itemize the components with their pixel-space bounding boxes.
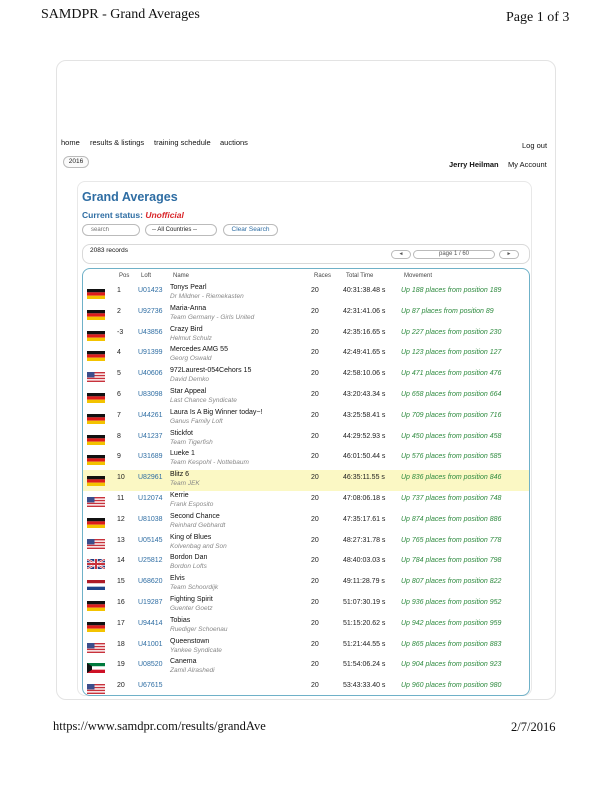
row-position: 20 <box>117 682 125 690</box>
row-position: 14 <box>117 557 125 565</box>
usa-flag-icon <box>87 497 105 507</box>
row-loft-link[interactable]: U01423 <box>138 287 163 294</box>
row-movement: Up 658 places from position 664 <box>401 391 502 398</box>
row-movement: Up 874 places from position 886 <box>401 515 502 523</box>
row-movement: Up 709 places from position 716 <box>401 411 502 419</box>
row-total-time: 49:11:28.79 s <box>343 578 385 586</box>
pager-next-button[interactable]: ► <box>499 250 519 259</box>
row-owner: Frank Esposito <box>170 501 214 508</box>
row-movement: Up 123 places from position 127 <box>401 349 502 357</box>
row-movement: Up 936 places from position 952 <box>401 599 502 606</box>
row-total-time: 43:20:43.34 s <box>343 391 386 398</box>
row-races: 20 <box>311 370 319 378</box>
row-total-time: 48:40:03.03 s <box>343 557 386 565</box>
row-total-time: 44:29:52.93 s <box>343 432 386 440</box>
table-row[interactable] <box>83 283 529 304</box>
row-bird-name[interactable]: Fighting Spirit <box>170 596 213 603</box>
row-owner: Guenter Goetz <box>170 605 213 612</box>
row-movement: Up 942 places from position 959 <box>401 619 502 627</box>
row-loft-link[interactable]: U44261 <box>138 411 163 419</box>
row-bird-name[interactable]: Tonys Pearl <box>170 284 207 291</box>
table-row[interactable] <box>83 533 529 554</box>
row-total-time: 46:35:11.55 s <box>343 474 385 482</box>
row-races: 20 <box>311 682 319 690</box>
row-owner: Ganus Family Loft <box>170 417 223 425</box>
nav-results-listings[interactable]: results & listings <box>90 138 145 147</box>
row-owner: Helmut Schulz <box>170 334 212 342</box>
page-title: Grand Averages <box>82 190 178 204</box>
table-row[interactable] <box>83 678 529 699</box>
row-races: 20 <box>311 432 319 440</box>
usa-flag-icon <box>87 372 105 382</box>
row-owner: Team JEK <box>170 480 200 488</box>
row-owner: David Demko <box>170 376 210 384</box>
table-row[interactable] <box>83 366 529 387</box>
germany-flag-icon <box>87 518 105 528</box>
row-position: 18 <box>117 640 125 648</box>
row-total-time: 46:01:50.44 s <box>343 453 386 461</box>
print-page-number: Page 1 of 3 <box>506 10 570 25</box>
country-select[interactable]: -- All Countries -- <box>145 224 217 236</box>
table-row[interactable] <box>83 637 529 658</box>
row-bird-name[interactable]: Blitz 6 <box>170 471 190 479</box>
row-movement: Up 576 places from position 585 <box>401 453 502 461</box>
row-owner: Last Chance Syndicate <box>170 397 237 404</box>
row-races: 20 <box>311 307 319 315</box>
table-row[interactable] <box>83 387 529 408</box>
row-owner: Dr Mildner - Riemekasten <box>170 293 244 300</box>
row-total-time: 42:58:10.06 s <box>343 370 386 378</box>
row-movement: Up 784 places from position 798 <box>401 557 502 565</box>
row-total-time: 42:49:41.65 s <box>343 349 386 357</box>
row-total-time: 51:21:44.55 s <box>343 640 386 648</box>
row-bird-name[interactable]: Elvis <box>170 575 185 583</box>
germany-flag-icon <box>87 622 105 632</box>
table-row[interactable] <box>83 429 529 450</box>
row-races: 20 <box>311 599 319 606</box>
row-position: 8 <box>117 432 121 440</box>
germany-flag-icon <box>87 331 105 341</box>
status-value: Unofficial <box>145 210 184 220</box>
print-date: 2/7/2016 <box>511 720 556 734</box>
row-bird-name[interactable]: Star Appeal <box>170 388 207 395</box>
row-position: 11 <box>117 495 125 502</box>
print-url: https://www.samdpr.com/results/grandAve <box>53 719 266 733</box>
row-total-time: 47:08:06.18 s <box>343 495 386 502</box>
row-total-time: 43:25:58.41 s <box>343 411 386 419</box>
row-position: 7 <box>117 411 121 419</box>
row-loft-link[interactable]: U91399 <box>138 349 163 357</box>
germany-flag-icon <box>87 351 105 361</box>
row-position: 4 <box>117 349 121 357</box>
row-owner: Ruediger Schoenau <box>170 625 228 633</box>
germany-flag-icon <box>87 393 105 403</box>
row-movement: Up 960 places from position 980 <box>401 682 502 690</box>
row-loft-link[interactable]: U68620 <box>138 578 163 586</box>
table-row[interactable] <box>83 616 529 637</box>
row-total-time: 51:07:30.19 s <box>343 599 386 606</box>
clear-search-button[interactable]: Clear Search <box>223 224 278 236</box>
print-title: SAMDPR - Grand Averages <box>41 7 200 22</box>
row-races: 20 <box>311 474 319 482</box>
row-movement: Up 87 places from position 89 <box>401 307 494 315</box>
logout-link[interactable]: Log out <box>522 141 548 150</box>
row-loft-link[interactable]: U82961 <box>138 474 163 482</box>
user-name: Jerry Heilman <box>449 160 499 169</box>
row-loft-link[interactable]: U43856 <box>138 328 163 336</box>
row-owner: Team Tigerfish <box>170 438 213 446</box>
row-position: 12 <box>117 515 125 523</box>
row-races: 20 <box>311 640 319 648</box>
row-owner: Zamil Alrashedi <box>170 667 215 675</box>
row-owner: Reinhard Gebhardt <box>170 521 226 529</box>
row-owner: Team Germany - Girls United <box>170 313 255 321</box>
pager-page-info: page 1 / 60 <box>413 250 495 259</box>
row-bird-name[interactable]: Kerrie <box>170 492 189 499</box>
kuwait-flag-icon <box>87 663 105 673</box>
row-position: 2 <box>117 307 121 315</box>
row-loft-link[interactable]: U41001 <box>138 640 163 648</box>
germany-flag-icon <box>87 601 105 611</box>
row-loft-link[interactable]: U25812 <box>138 557 163 565</box>
row-movement: Up 737 places from position 748 <box>401 495 502 502</box>
table-row[interactable] <box>83 491 529 512</box>
row-position: -3 <box>117 328 124 336</box>
row-races: 20 <box>311 328 319 336</box>
row-total-time: 42:31:41.06 s <box>343 307 386 315</box>
row-races: 20 <box>311 453 319 461</box>
row-loft-link[interactable]: U41237 <box>138 432 163 440</box>
row-bird-name[interactable]: 972Laurest-054Cehors 15 <box>170 367 252 375</box>
row-loft-link[interactable]: U05145 <box>138 536 163 544</box>
table-row[interactable] <box>83 512 529 533</box>
usa-flag-icon <box>87 643 105 653</box>
germany-flag-icon <box>87 414 105 424</box>
row-movement: Up 227 places from position 230 <box>401 328 502 336</box>
row-bird-name[interactable]: Laura Is A Big Winner today~! <box>170 408 263 416</box>
row-total-time: 47:35:17.61 s <box>343 515 386 523</box>
row-loft-link[interactable]: U08520 <box>138 661 163 669</box>
row-owner: Yankee Syndicate <box>170 646 222 654</box>
row-movement: Up 865 places from position 883 <box>401 640 502 648</box>
pager-prev-button[interactable]: ◄ <box>391 250 411 259</box>
row-bird-name[interactable]: Bordon Dan <box>170 554 208 562</box>
row-loft-link[interactable]: U40606 <box>138 370 163 378</box>
row-races: 20 <box>311 536 319 544</box>
column-header-loft[interactable]: Loft <box>141 273 152 279</box>
row-races: 20 <box>311 578 319 586</box>
row-bird-name[interactable]: Stickfot <box>170 429 193 437</box>
row-races: 20 <box>311 349 319 357</box>
row-bird-name[interactable]: Canema <box>170 658 197 666</box>
row-races: 20 <box>311 619 319 627</box>
row-races: 20 <box>311 661 319 669</box>
row-races: 20 <box>311 515 319 523</box>
row-position: 1 <box>117 287 121 294</box>
row-position: 9 <box>117 453 121 461</box>
row-owner: Georg Oswald <box>170 355 212 363</box>
row-position: 6 <box>117 391 121 398</box>
row-total-time: 42:35:16.65 s <box>343 328 386 336</box>
row-position: 5 <box>117 370 121 378</box>
nav-home[interactable]: home <box>61 138 80 147</box>
row-position: 19 <box>117 661 125 669</box>
row-movement: Up 904 places from position 923 <box>401 661 502 669</box>
column-header-races[interactable]: Races <box>314 273 332 279</box>
row-movement: Up 765 places from position 778 <box>401 536 502 544</box>
season-year-button[interactable]: 2016 <box>63 156 89 168</box>
row-total-time: 53:43:33.40 s <box>343 682 386 690</box>
row-loft-link[interactable]: U83098 <box>138 391 163 398</box>
row-bird-name[interactable]: Lueke 1 <box>170 450 195 458</box>
row-position: 17 <box>117 619 125 627</box>
records-count: 2083 records <box>90 247 128 254</box>
usa-flag-icon <box>87 684 105 694</box>
nav-training-schedule[interactable]: training schedule <box>154 138 211 147</box>
table-row[interactable] <box>83 574 529 595</box>
row-position: 10 <box>117 474 125 482</box>
table-row[interactable] <box>83 553 529 574</box>
row-owner: Team Schoordijk <box>170 584 219 592</box>
my-account-link[interactable]: My Account <box>508 160 547 169</box>
column-header-total-time[interactable]: Total Time <box>346 273 374 279</box>
row-loft-link[interactable]: U19287 <box>138 599 163 606</box>
table-row[interactable] <box>83 470 529 491</box>
row-movement: Up 807 places from position 822 <box>401 578 502 586</box>
row-races: 20 <box>311 391 319 398</box>
row-total-time: 48:27:31.78 s <box>343 536 386 544</box>
germany-flag-icon <box>87 476 105 486</box>
row-bird-name[interactable]: Second Chance <box>170 512 220 520</box>
table-row[interactable] <box>83 408 529 429</box>
row-loft-link[interactable]: U94414 <box>138 619 163 627</box>
germany-flag-icon <box>87 455 105 465</box>
germany-flag-icon <box>87 310 105 320</box>
row-total-time: 51:54:06.24 s <box>343 661 386 669</box>
row-total-time: 51:15:20.62 s <box>343 619 386 627</box>
row-movement: Up 836 places from position 846 <box>401 474 502 482</box>
row-races: 20 <box>311 557 319 565</box>
status-line <box>82 210 184 220</box>
row-loft-link[interactable]: U12074 <box>138 495 163 502</box>
row-bird-name[interactable]: Crazy Bird <box>170 325 203 333</box>
row-races: 20 <box>311 287 319 294</box>
row-movement: Up 450 places from position 458 <box>401 432 502 440</box>
row-bird-name[interactable]: Maria-Anna <box>170 304 207 312</box>
row-races: 20 <box>311 495 319 502</box>
row-loft-link[interactable]: U92736 <box>138 307 163 315</box>
table-row[interactable] <box>83 304 529 325</box>
row-position: 13 <box>117 536 125 544</box>
status-label: Current status: <box>82 210 143 220</box>
row-total-time: 40:31:38.48 s <box>343 287 386 294</box>
column-header-movement[interactable]: Movement <box>404 273 433 279</box>
row-bird-name[interactable]: Tobias <box>170 616 191 624</box>
row-bird-name[interactable]: Mercedes AMG 55 <box>170 346 228 354</box>
nav-auctions[interactable]: auctions <box>220 138 248 147</box>
row-owner: Kolvenbag and Son <box>170 542 227 550</box>
row-loft-link[interactable]: U67615 <box>138 682 163 690</box>
table-row[interactable] <box>83 325 529 346</box>
row-races: 20 <box>311 411 319 419</box>
column-header-pos[interactable]: Pos <box>119 273 130 279</box>
germany-flag-icon <box>87 289 105 299</box>
row-loft-link[interactable]: U31689 <box>138 453 163 461</box>
row-movement: Up 471 places from position 476 <box>401 370 502 378</box>
netherlands-flag-icon <box>87 580 105 590</box>
row-bird-name[interactable]: Queenstown <box>170 637 210 645</box>
table-row[interactable] <box>83 449 529 470</box>
table-row[interactable] <box>83 657 529 678</box>
column-header-name[interactable]: Name <box>173 273 190 279</box>
row-bird-name[interactable]: King of Blues <box>170 533 212 541</box>
search-input[interactable] <box>82 224 140 236</box>
usa-flag-icon <box>87 539 105 549</box>
table-row[interactable] <box>83 345 529 366</box>
row-owner: Bordon Lofts <box>170 563 207 571</box>
germany-flag-icon <box>87 435 105 445</box>
row-loft-link[interactable]: U81038 <box>138 515 163 523</box>
row-movement: Up 188 places from position 189 <box>401 287 502 294</box>
row-position: 15 <box>117 578 125 586</box>
row-position: 16 <box>117 599 125 606</box>
uk-flag-icon <box>87 559 105 569</box>
table-row[interactable] <box>83 595 529 616</box>
row-owner: Team Kespohl - Nottebaum <box>170 459 249 467</box>
